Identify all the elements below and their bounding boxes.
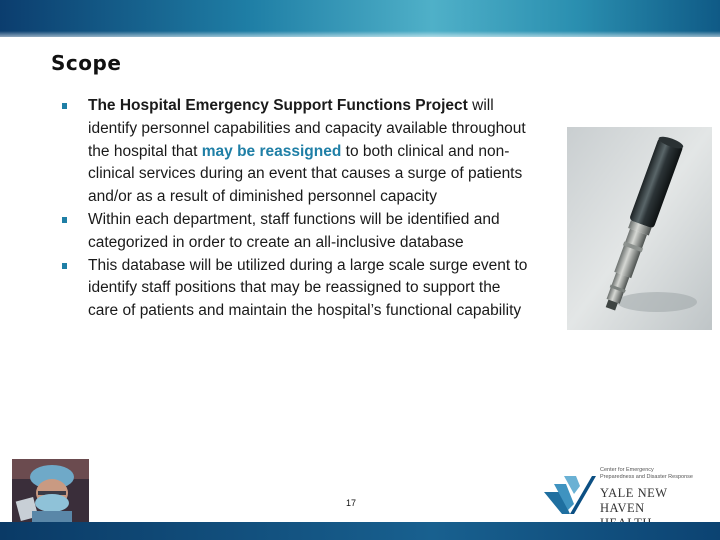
surgeon-image: [12, 459, 89, 526]
bullet-text: This database will be utilized during a large scale surge event to identify staff positions that may be reassigned to support the care of patients and maintain the hospital’s functional capability: [88, 256, 528, 320]
slide-title: Scope: [51, 51, 122, 75]
bullet-text: to both clinical and non-clinical services during an event that causes a surge of patients and/or as a result of diminished personnel capacity: [88, 142, 523, 206]
page-number: 17: [346, 498, 357, 508]
logo-name: YALE NEW HAVEN: [600, 486, 668, 515]
bullet-lead-text: The Hospital Emergency Support Functions Project: [88, 97, 468, 114]
bullet-item: [62, 209, 532, 255]
bottom-banner: [0, 522, 720, 540]
bullet-square-icon: [62, 217, 67, 223]
telescope-image: [567, 127, 712, 330]
bullet-item: [62, 95, 532, 209]
bullet-square-icon: [62, 103, 67, 109]
bullet-text: will identify personnel capabilities and capacity available throughout the hospital that: [88, 97, 526, 160]
bullet-item: [62, 255, 532, 323]
bullet-text: Within each department, staff functions will be identified and categorized in order to create an all-inclusive database: [88, 210, 500, 251]
bullet-list: [62, 95, 532, 323]
bullet-highlight: may be reassigned: [201, 142, 342, 160]
top-banner: [0, 0, 720, 37]
bullet-square-icon: [62, 263, 67, 269]
logo-tagline: Center for Emergency Preparedness and Disaster Response: [600, 467, 693, 480]
ynh-logo-mark-icon: [540, 464, 596, 520]
yale-new-haven-logo: [540, 464, 715, 522]
